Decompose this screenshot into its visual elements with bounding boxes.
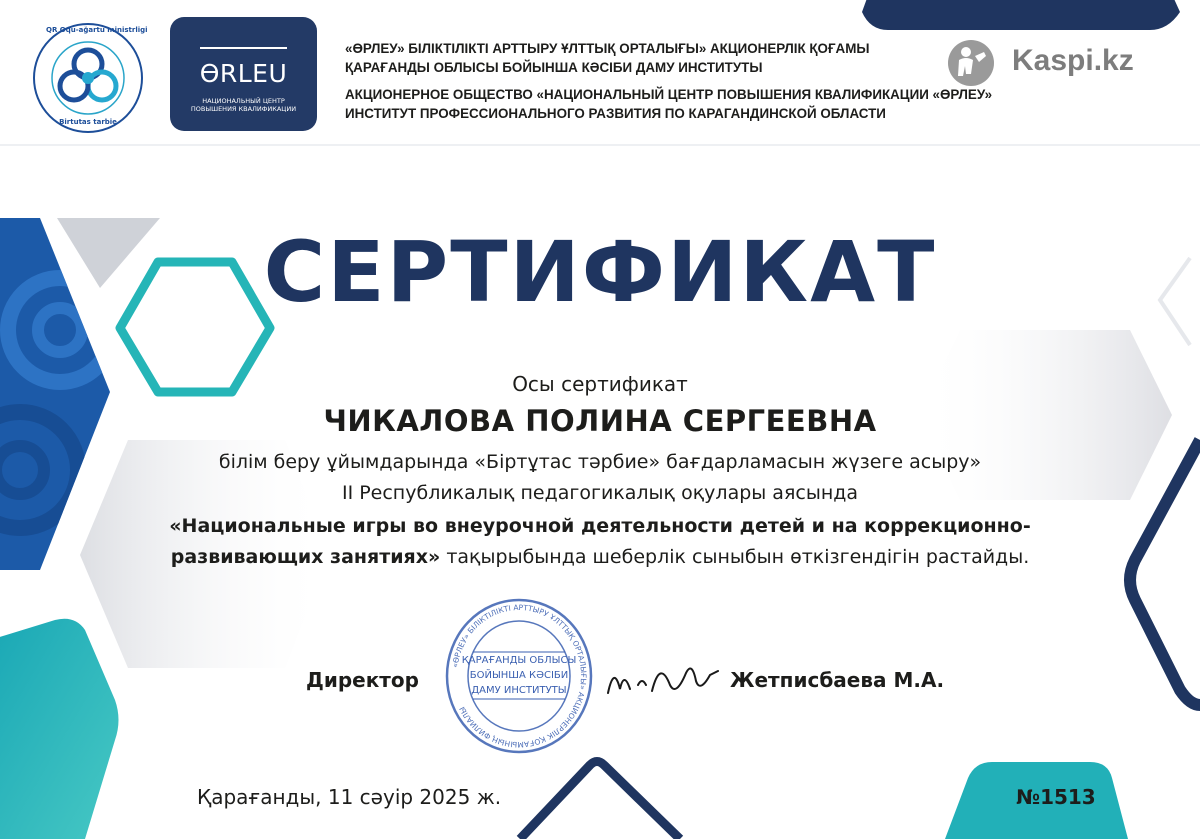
org-name-ru-line1: АКЦИОНЕРНОЕ ОБЩЕСТВО «НАЦИОНАЛЬНЫЙ ЦЕНТР ПОВЫШЕНИЯ КВАЛИФИКАЦИИ «ӨРЛЕУ» [345, 87, 993, 102]
bottom-navy-triangle [520, 762, 680, 839]
certificate-topic-line1: «Национальные игры во внеурочной деятельности детей и на коррекционно- [169, 515, 1031, 537]
ministry-logo-ring-text: QR Oqu-ağartu ministrligi [46, 26, 148, 34]
top-right-navy-shape [862, 0, 1180, 30]
certificate-topic-rest: тақырыбында шеберлік сыныбын өткізгендігін растайды. [440, 546, 1030, 568]
kaspi-watermark-text: Kaspi.kz [1012, 44, 1134, 77]
stamp-center-line2: БОЙЫНША КӘСІБИ [469, 670, 569, 681]
kaspi-logo-icon [946, 38, 998, 88]
official-stamp [443, 596, 595, 756]
stamp-center-line3: ДАМУ ИНСТИТУТЫ [471, 685, 567, 696]
signatory-name: Жетписбаева М.А. [730, 668, 945, 692]
orleu-logo-rule [200, 47, 287, 49]
certificate-topic-line2 [0, 546, 1200, 568]
ministry-logo-motto: Birtutas tarbie [59, 118, 117, 126]
ministry-logo [34, 24, 148, 132]
stamp-center-line1: ҚАРАҒАНДЫ ОБЛЫСЫ [461, 655, 577, 666]
orleu-logo-word: ӨRLEU [199, 59, 288, 88]
orleu-logo-subtitle-line1: НАЦИОНАЛЬНЫЙ ЦЕНТР [202, 97, 285, 105]
certificate-title: СЕРТИФИКАТ [263, 223, 937, 321]
certificate-number: №1513 [1016, 785, 1096, 809]
orleu-logo [170, 17, 317, 131]
handwritten-signature [600, 655, 725, 705]
org-name-kz-line1: «ӨРЛЕУ» БІЛІКТІЛІКТІ АРТТЫРУ ҰЛТТЫҚ ОРТАЛЫҒЫ» АКЦИОНЕРЛІК ҚОҒАМЫ [345, 41, 870, 56]
recipient-name: ЧИКАЛОВА ПОЛИНА СЕРГЕЕВНА [323, 404, 877, 438]
header-divider [0, 144, 1200, 146]
certificate-intro: Осы сертификат [512, 372, 688, 396]
certificate-text-line1: білім беру ұйымдарында «Біртұтас тәрбие» бағдарламасын жүзеге асыру» [218, 451, 982, 473]
stamp-ring-text: «ӨРЛЕУ» БІЛІКТІЛІКТІ АРТТЫРУ ҰЛТТЫҚ ОРТАЛЫҒЫ» АКЦИОНЕРЛІК ҚОҒАМЫНЫҢ ФИЛИАЛЫ [450, 602, 589, 750]
signatory-position: Директор [306, 668, 419, 692]
bottom-left-teal-shape [0, 619, 119, 839]
org-name-kz-line2: ҚАРАҒАНДЫ ОБЛЫСЫ БОЙЫНША КӘСІБИ ДАМУ ИНСТИТУТЫ [345, 60, 763, 75]
right-navy-outline [1130, 440, 1200, 705]
org-name-ru-line2: ИНСТИТУТ ПРОФЕССИОНАЛЬНОГО РАЗВИТИЯ ПО КАРАГАНДИНСКОЙ ОБЛАСТИ [345, 106, 886, 121]
place-and-date: Қарағанды, 11 сәуір 2025 ж. [197, 785, 502, 809]
certificate-topic-bold: развивающих занятиях» [170, 546, 441, 568]
orleu-logo-subtitle-line2: ПОВЫШЕНИЯ КВАЛИФИКАЦИИ [190, 105, 297, 113]
orleu-logo-subtitle [170, 97, 317, 113]
certificate-text-line2: ІІ Республикалық педагогикалық оқулары аясында [341, 482, 859, 504]
